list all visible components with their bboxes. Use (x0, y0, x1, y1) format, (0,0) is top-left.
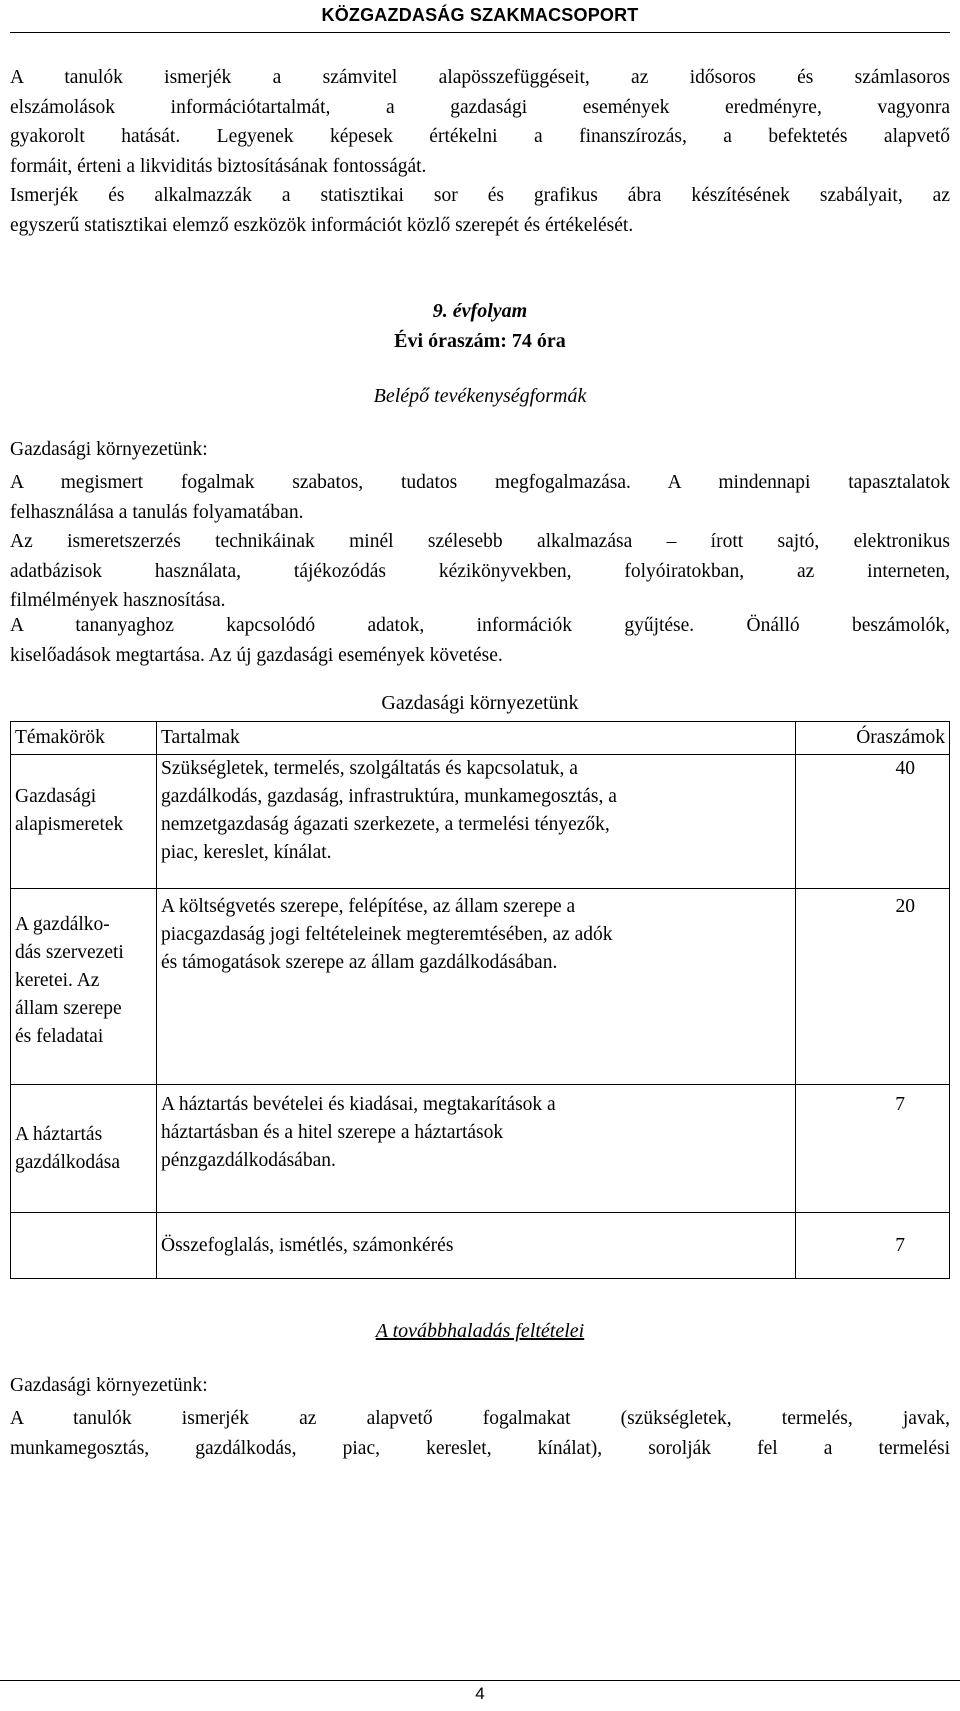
content-cell: Összefoglalás, ismétlés, számonkérés (157, 1213, 796, 1279)
hours-cell: 7 (796, 1085, 950, 1213)
intro-line: formáit, érteni a likviditás biztosításának fontosságát. (10, 155, 427, 177)
entry-line: kiselőadások megtartása. Az új gazdasági események követése. (10, 644, 503, 666)
intro-line: gyakorolt hatását. Legyenek képesek értékelni a finanszírozás, a befektetés alapvető (10, 126, 950, 147)
table-caption: Gazdasági környezetünk (381, 692, 579, 714)
hours-cell: 40 (796, 755, 950, 889)
intro-line: egyszerű statisztikai elemző eszközök információt közlő szerepét és értékelését. (10, 214, 634, 236)
progress-section-title: A továbbhaladás feltételei (375, 1320, 585, 1342)
curriculum-table (10, 721, 950, 1279)
entry-line: Az ismeretszerzés technikáinak minél szélesebb alkalmazása – írott sajtó, elektronikus (10, 531, 950, 552)
progress-line: A tanulók ismerjék az alapvető fogalmakat (szükségletek, termelés, javak, (10, 1408, 950, 1429)
intro-line: elszámolások információtartalmát, a gazdasági események eredményre, vagyonra (10, 96, 950, 118)
entry-section-title: Belépő tevékenységformák (373, 385, 587, 407)
progress-label: Gazdasági környezetünk: (10, 1375, 208, 1396)
progress-line: munkamegosztás, gazdálkodás, piac, kereslet, kínálat), sorolják fel a termelési (10, 1437, 950, 1459)
grade-hours: Évi óraszám: 74 óra (394, 330, 566, 352)
progress-paragraph (10, 1404, 950, 1463)
table-header-row (11, 722, 950, 755)
content-cell: A háztartás bevételei és kiadásai, megtakarítások a háztartásban és a hitel szerepe a háztartások pénzgazdálkodásában. (157, 1085, 796, 1213)
entry-line: filmélmények hasznosítása. (10, 590, 226, 611)
intro-line: Ismerjék és alkalmazzák a statisztikai sor és grafikus ábra készítésének szabályait, az (10, 185, 950, 206)
entry-paragraph-3 (10, 611, 950, 670)
grade-title: 9. évfolyam (432, 300, 528, 322)
content-cell: Szükségletek, termelés, szolgáltatás és kapcsolatuk, a gazdálkodás, gazdaság, infrastruktúra, munkamegosztás, a nemzetgazdaság ágazati szerkezete, a termelési tényezők, piac, kereslet, kínálat. (157, 755, 796, 889)
entry-paragraph-2 (10, 527, 950, 616)
intro-paragraph-1 (10, 63, 950, 181)
header-topics: Témakörök (11, 722, 157, 755)
hours-cell: 20 (796, 889, 950, 1085)
intro-line: A tanulók ismerjék a számvitel alapösszefüggéseit, az idősoros és számlasoros (10, 67, 950, 88)
entry-line: adatbázisok használata, tájékozódás kézikönyvekben, folyóiratokban, az interneten, (10, 560, 950, 582)
table-row (11, 1213, 950, 1279)
entry-line: felhasználása a tanulás folyamatában. (10, 501, 304, 523)
table-row (11, 1085, 950, 1213)
topic-cell (11, 1213, 157, 1279)
entry-label: Gazdasági környezetünk: (10, 439, 208, 460)
entry-line: A megismert fogalmak szabatos, tudatos megfogalmazása. A mindennapi tapasztalatok (10, 472, 950, 493)
table-row (11, 889, 950, 1085)
header-contents: Tartalmak (157, 722, 796, 755)
footer-rule (0, 1680, 960, 1681)
content-cell: A költségvetés szerepe, felépítése, az állam szerepe a piacgazdaság jogi feltételeinek megteremtésében, az adók és támogatások szerepe az állam gazdálkodásában. (157, 889, 796, 1085)
page-header-title: KÖZGAZDASÁG SZAKMACSOPORT (321, 5, 639, 25)
page-number: 4 (475, 1684, 485, 1703)
entry-paragraph-1 (10, 468, 950, 527)
hours-cell: 7 (796, 1213, 950, 1279)
topic-cell: A háztartás gazdálkodása (11, 1085, 157, 1213)
topic-cell: A gazdálko- dás szervezeti keretei. Az állam szerepe és feladatai (11, 889, 157, 1085)
intro-paragraph-2 (10, 181, 950, 240)
table-row (11, 755, 950, 889)
header-rule (10, 32, 950, 33)
header-hours: Óraszámok (796, 722, 950, 755)
topic-cell: Gazdasági alapismeretek (11, 755, 157, 889)
entry-line: A tananyaghoz kapcsolódó adatok, információk gyűjtése. Önálló beszámolók, (10, 615, 950, 636)
